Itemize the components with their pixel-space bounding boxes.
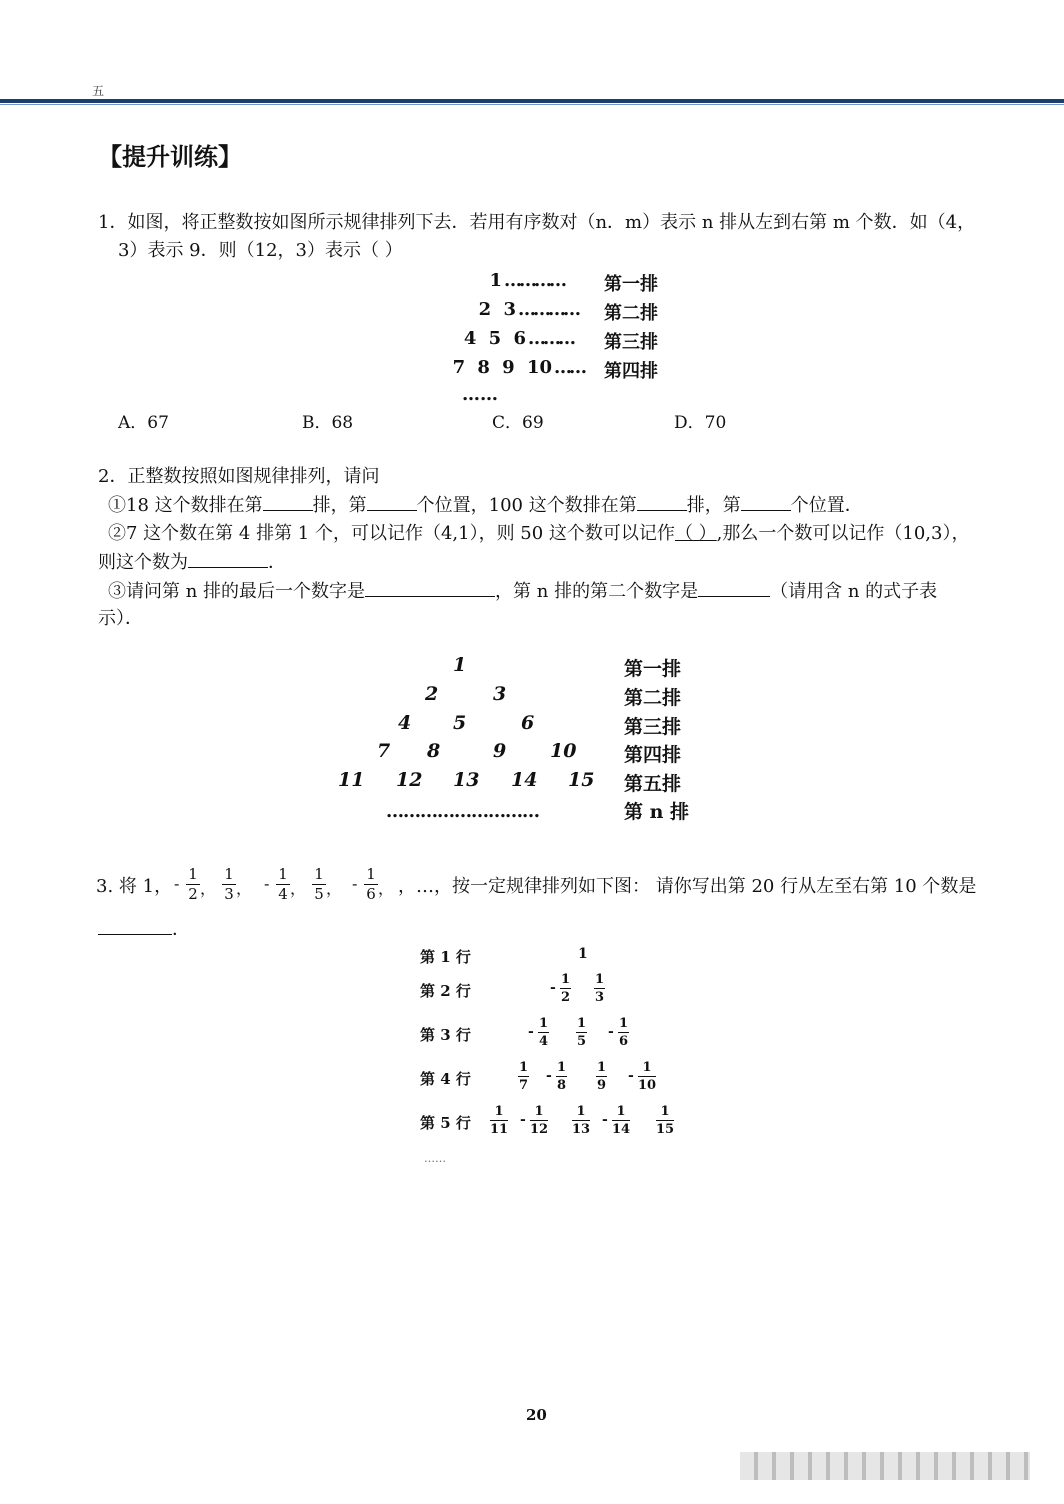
q1-row-label: 第四排 xyxy=(604,361,658,382)
fraction-denominator: 2 xyxy=(560,990,571,1005)
fraction-denominator: 8 xyxy=(556,1078,567,1093)
q1-line1: 1．如图，将正整数按如图所示规律排列下去．若用有序数对（n．m）表示 n 排从左到右第 m 个数．如（4， xyxy=(98,212,976,233)
header-rule-thin xyxy=(0,104,1064,105)
q2-tri-number: 1 xyxy=(453,654,467,676)
fraction-denominator: 6 xyxy=(618,1034,629,1049)
fraction-denominator: 3 xyxy=(594,990,605,1005)
q2-tri-label: 第一排 xyxy=(624,658,682,680)
q3-tri-fraction xyxy=(518,1060,529,1093)
q2-blank-pos-100[interactable] xyxy=(741,490,791,511)
q3-tri-fraction xyxy=(594,972,605,1005)
q1-option-a[interactable]: A．67 xyxy=(118,413,169,433)
q3-end: ． xyxy=(172,919,190,940)
q2-p1-text-e: 个位置． xyxy=(790,495,863,516)
q3-answer-line xyxy=(98,914,190,945)
q3-tri-fraction xyxy=(538,1016,549,1049)
q3-tri-sign: - xyxy=(528,1024,534,1040)
fraction-numerator: 1 xyxy=(660,1104,670,1119)
fraction-denominator: 6 xyxy=(366,885,376,903)
q2-title: 2．正整数按照如图规律排列，请问 xyxy=(98,466,380,487)
q1-row-label: 第二排 xyxy=(604,303,658,324)
q1-row-dots: …… xyxy=(554,357,584,378)
q3-tri-fraction xyxy=(656,1104,674,1137)
q2-p2-text-d: 则这个数为 xyxy=(98,552,188,573)
fraction-denominator: 4 xyxy=(538,1034,549,1049)
q3-seq-comma: ， xyxy=(326,879,343,898)
fraction-numerator: 1 xyxy=(560,972,571,987)
q1-option-d[interactable]: D．70 xyxy=(674,413,727,433)
q3-more: …… xyxy=(424,1152,446,1165)
fraction-denominator: 2 xyxy=(188,885,198,903)
q2-tri-dots: ……………………… xyxy=(386,801,539,822)
q2-p3-text-c: （请用含 n 的式子表 xyxy=(770,581,938,602)
q2-tri-number: 4 xyxy=(398,712,412,734)
fraction-numerator: 1 xyxy=(494,1104,504,1119)
q3-tri-fraction xyxy=(612,1104,630,1137)
q3-seq-fraction xyxy=(312,866,326,903)
q2-p1-text-a: ①18 这个数排在第 xyxy=(108,495,263,516)
fraction-denominator: 11 xyxy=(490,1122,509,1137)
q3-seq-sign: - xyxy=(174,874,180,893)
fraction-numerator: 1 xyxy=(224,865,234,883)
q2-blank-row-18[interactable] xyxy=(263,490,313,511)
fraction-numerator: 1 xyxy=(594,972,605,987)
q2-part3-cont: 示）． xyxy=(98,608,143,629)
fraction-numerator: 1 xyxy=(278,865,288,883)
q3-tri-fraction xyxy=(490,1104,508,1137)
page-number: 20 xyxy=(526,1406,547,1424)
fraction-numerator: 1 xyxy=(518,1060,529,1075)
q2-tri-label: 第二排 xyxy=(624,687,682,709)
q2-part3 xyxy=(108,576,937,607)
q1-row-label: 第三排 xyxy=(604,332,658,353)
q3-first-value: 1 xyxy=(578,946,588,962)
q2-tri-number: 9 xyxy=(493,740,507,762)
q2-blank-50[interactable]: （ ） xyxy=(674,523,717,544)
q1-row-numbers: 2 3 xyxy=(478,299,516,320)
q3-row-label: 第 2 行 xyxy=(420,982,471,1000)
fraction-numerator: 1 xyxy=(314,865,324,883)
fraction-numerator: 1 xyxy=(556,1060,567,1075)
q2-tri-number: 8 xyxy=(427,740,441,762)
fraction-numerator: 1 xyxy=(366,865,376,883)
q2-p3-text-b: ，第 n 排的第二个数字是 xyxy=(495,581,699,602)
q1-row-numbers: 7 8 9 10 xyxy=(452,357,552,378)
q3-tri-sign: - xyxy=(628,1068,634,1084)
fraction-denominator: 14 xyxy=(612,1122,631,1137)
fraction-bar xyxy=(618,1032,629,1033)
q1-row-numbers: 1 xyxy=(489,270,502,291)
q3-seq-comma: ， xyxy=(378,879,395,898)
q2-tri-label: 第五排 xyxy=(624,773,682,795)
q2-p2-text-a: ②7 这个数在第 4 排第 1 个，可以记作（4,1），则 50 这个数可以记作 xyxy=(108,523,675,544)
q3-tri-fraction xyxy=(556,1060,567,1093)
fraction-bar xyxy=(596,1076,607,1077)
fraction-bar xyxy=(560,988,571,989)
q3-tri-sign: - xyxy=(602,1112,608,1128)
fraction-denominator: 13 xyxy=(572,1122,591,1137)
q3-tri-fraction xyxy=(576,1016,587,1049)
q2-part2-cont xyxy=(98,547,286,578)
fraction-bar xyxy=(594,988,605,989)
scan-artifact-strip xyxy=(740,1452,1030,1480)
fraction-denominator: 10 xyxy=(638,1078,657,1093)
q2-tri-label: 第三排 xyxy=(624,716,682,738)
fraction-numerator: 1 xyxy=(616,1104,626,1119)
q3-seq-fraction xyxy=(276,866,290,903)
q2-part2 xyxy=(108,519,969,549)
q3-tail-text: ，…，按一定规律排列如下图： 请你写出第 20 行从左至右第 10 个数是 xyxy=(398,876,977,897)
q2-p1-text-c: 个位置，100 这个数排在第 xyxy=(416,495,637,516)
q3-tri-fraction xyxy=(572,1104,590,1137)
fraction-bar xyxy=(518,1076,529,1077)
q3-row-label: 第 5 行 xyxy=(420,1114,471,1132)
fraction-bar xyxy=(572,1120,590,1121)
q1-row-label: 第一排 xyxy=(604,274,658,295)
fraction-numerator: 1 xyxy=(596,1060,607,1075)
fraction-numerator: 1 xyxy=(576,1016,587,1031)
q2-p1-text-d: 排，第 xyxy=(686,495,741,516)
q1-row-dots: ………… xyxy=(518,299,578,320)
fraction-bar xyxy=(638,1076,656,1077)
q2-p3-text-a: ③请问第 n 排的最后一个数字是 xyxy=(108,581,366,602)
q3-lead-text: 3. 将 1， xyxy=(96,876,173,897)
q1-row-dots: ………… xyxy=(504,270,564,291)
section-title: 【提升训练】 xyxy=(98,143,242,171)
fraction-numerator: 1 xyxy=(538,1016,549,1031)
q2-p1-text-b: 排，第 xyxy=(312,495,367,516)
fraction-denominator: 7 xyxy=(518,1078,529,1093)
q3-seq-comma: ， xyxy=(200,879,217,898)
q2-blank-last-n[interactable] xyxy=(365,576,495,597)
q2-blank-second-n[interactable] xyxy=(698,576,770,597)
q3-tri-sign: - xyxy=(550,980,556,996)
fraction-denominator: 12 xyxy=(530,1122,549,1137)
q3-tri-fraction xyxy=(560,972,571,1005)
fraction-numerator: 1 xyxy=(642,1060,652,1075)
q2-tri-number: 2 xyxy=(425,683,439,705)
q1-line2: 3）表示 9．则（12，3）表示（ ） xyxy=(118,240,403,261)
q3-seq-sign: - xyxy=(352,874,358,893)
q2-p2-text-c: ,那么一个数可以记作（10,3）， xyxy=(716,523,970,544)
q3-tri-fraction xyxy=(596,1060,607,1093)
q2-tri-label: 第 n 排 xyxy=(624,801,690,823)
q1-row-dots: ……… xyxy=(528,328,573,349)
q3-tri-fraction xyxy=(638,1060,656,1093)
header-logo: 五 xyxy=(92,84,105,98)
q3-tri-sign: - xyxy=(520,1112,526,1128)
fraction-denominator: 9 xyxy=(596,1078,607,1093)
q2-tri-number: 6 xyxy=(521,712,535,734)
q2-tri-number: 10 xyxy=(550,740,577,762)
q2-blank-10-3[interactable] xyxy=(188,547,268,568)
fraction-numerator: 1 xyxy=(576,1104,586,1119)
q3-seq-comma: ， xyxy=(290,879,307,898)
q3-tri-fraction xyxy=(530,1104,548,1137)
q3-tri-fraction xyxy=(618,1016,629,1049)
q3-seq-fraction xyxy=(186,866,200,903)
fraction-numerator: 1 xyxy=(618,1016,629,1031)
q3-seq-comma: ， xyxy=(236,879,253,898)
q2-tri-number: 12 xyxy=(396,769,423,791)
q1-row-numbers: 4 5 6 xyxy=(463,328,526,349)
fraction-denominator: 4 xyxy=(278,885,288,903)
q2-tri-label: 第四排 xyxy=(624,744,682,766)
q3-tri-sign: - xyxy=(546,1068,552,1084)
header-rule xyxy=(0,99,1064,103)
q3-answer-blank[interactable] xyxy=(98,914,172,935)
fraction-bar xyxy=(612,1120,630,1121)
fraction-denominator: 5 xyxy=(576,1034,587,1049)
q3-row-label: 第 1 行 xyxy=(420,948,471,966)
q2-blank-pos-18[interactable] xyxy=(367,490,417,511)
fraction-denominator: 15 xyxy=(656,1122,675,1137)
q2-tri-number: 5 xyxy=(453,712,467,734)
q2-tri-number: 13 xyxy=(453,769,480,791)
fraction-bar xyxy=(538,1032,549,1033)
fraction-bar xyxy=(576,1032,587,1033)
q3-tri-sign: - xyxy=(608,1024,614,1040)
q2-p2-text-e: ． xyxy=(268,552,286,573)
q1-option-b[interactable]: B．68 xyxy=(302,413,354,433)
q2-blank-row-100[interactable] xyxy=(637,490,687,511)
q3-row-label: 第 4 行 xyxy=(420,1070,471,1088)
fraction-numerator: 1 xyxy=(188,865,198,883)
fraction-bar xyxy=(530,1120,548,1121)
fraction-denominator: 5 xyxy=(314,885,324,903)
fraction-bar xyxy=(490,1120,508,1121)
q3-row-label: 第 3 行 xyxy=(420,1026,471,1044)
fraction-denominator: 3 xyxy=(224,885,234,903)
q2-tri-number: 7 xyxy=(377,740,391,762)
q3-seq-fraction xyxy=(364,866,378,903)
q2-tri-number: 14 xyxy=(511,769,538,791)
fraction-bar xyxy=(656,1120,674,1121)
q1-ellipsis: …… xyxy=(462,384,498,405)
q2-tri-number: 3 xyxy=(493,683,507,705)
fraction-bar xyxy=(556,1076,567,1077)
q3-seq-sign: - xyxy=(264,874,270,893)
q2-tri-number: 11 xyxy=(338,769,365,791)
fraction-numerator: 1 xyxy=(534,1104,544,1119)
q1-option-c[interactable]: C．69 xyxy=(492,413,544,433)
q2-tri-number: 15 xyxy=(568,769,595,791)
q3-seq-fraction xyxy=(222,866,236,903)
q2-part1 xyxy=(108,490,863,521)
